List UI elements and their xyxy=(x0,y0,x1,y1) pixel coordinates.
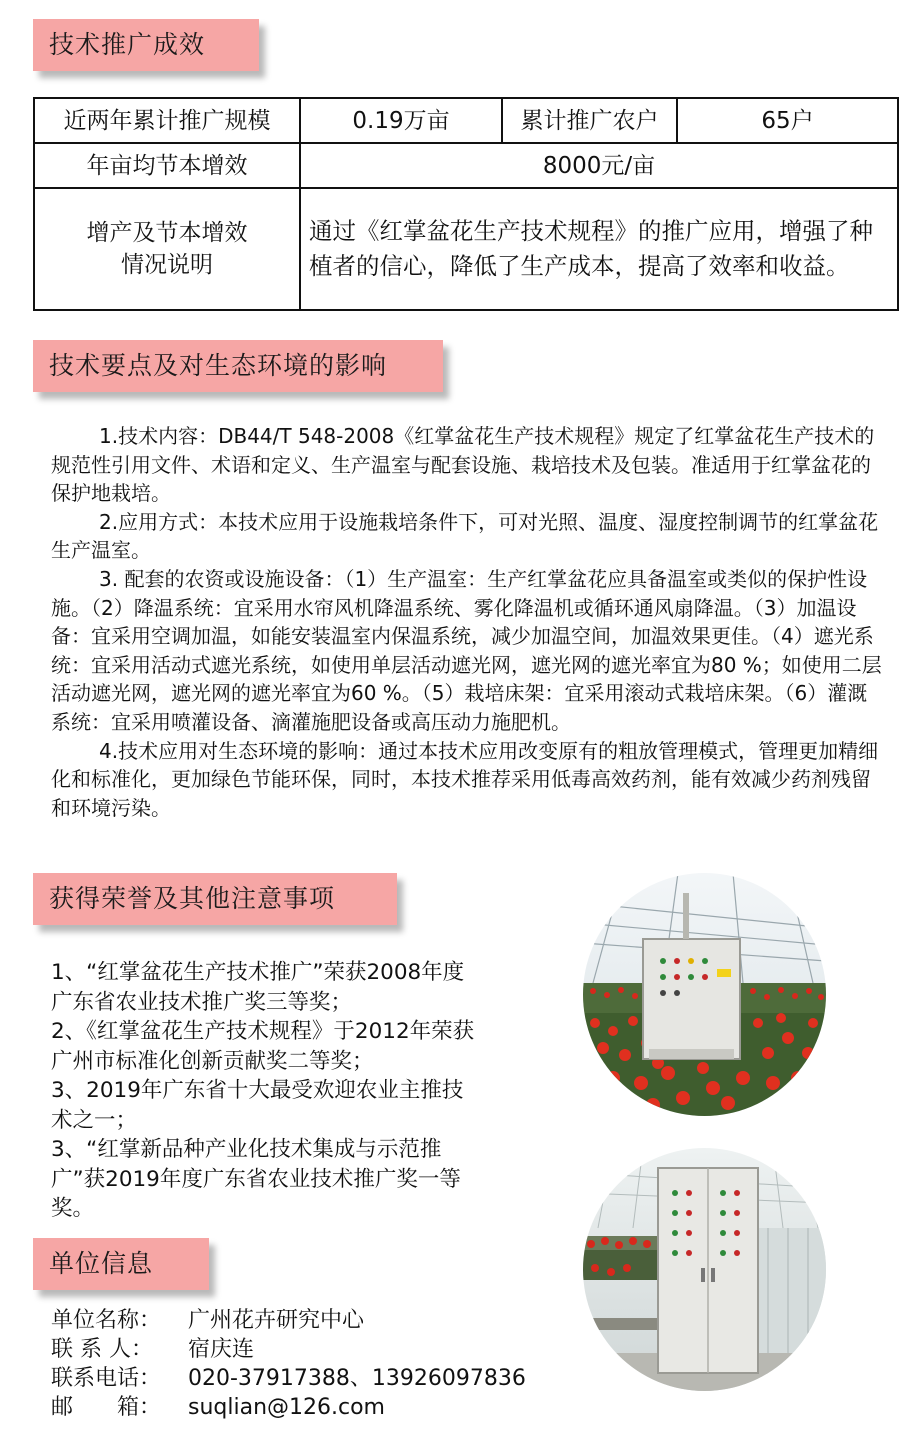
greenhouse-photo-icon xyxy=(583,873,826,1116)
honor-item: 3、“红掌新品种产业化技术集成与示范推广”获2019年度广东省农业技术推广奖一等奖。 xyxy=(51,1137,461,1221)
scale-value: 0.19万亩 xyxy=(300,98,502,143)
section-header-unit xyxy=(33,1238,209,1290)
key-point-3: 3. 配套的农资或设施设备：（1）生产温室：生产红掌盆花应具备温室或类似的保护性设施。（2）降温系统：宜采用水帘风机降温系统、雾化降温机或循环通风扇降温。（3）加温设备：宜采用空调加温，如能安装温室内保温系统，减少加温空间，加温效果更佳。（4）遮光系统：宜采用活动式遮光系统，如使用单层活动遮光网，遮光网的遮光率宜为80 %；如使用二层活动遮光网，遮光网的遮光率宜为60 %。（5）栽培床架：宜采用滚动式栽培床架。（6）灌溉系统：宜采用喷灌设备、滴灌施肥设备或高压动力施肥机。 xyxy=(51,566,882,734)
key-points-body xyxy=(51,422,886,822)
email-value: suqlian@126.com xyxy=(188,1395,385,1420)
desc-label-line2: 情况说明 xyxy=(121,252,213,278)
promotion-stats-table xyxy=(33,97,899,311)
unit-info xyxy=(51,1306,571,1422)
phone-label: 联系电话： xyxy=(51,1366,162,1391)
email-row xyxy=(51,1393,571,1422)
key-point-2: 2.应用方式：本技术应用于设施栽培条件下，可对光照、温度、湿度控制调节的红掌盆花生产温室。 xyxy=(51,509,879,563)
key-point-4: 4.技术应用对生态环境的影响：通过本技术应用改变原有的粗放管理模式，管理更加精细化和标准化，更加绿色节能环保，同时，本技术推荐采用低毒高效药剂，能有效减少药剂残留和环境污染。 xyxy=(51,738,879,820)
table-row xyxy=(34,143,898,188)
unit-name-row xyxy=(51,1306,571,1335)
section-header-key-points xyxy=(33,340,443,392)
desc-label-line1: 增产及节本增效 xyxy=(86,220,248,246)
email-label: 邮 箱： xyxy=(51,1395,162,1420)
greenhouse-cabinet-photo-2 xyxy=(583,1148,826,1391)
honor-item: 3、2019年广东省十大最受欢迎农业主推技术之一； xyxy=(51,1078,464,1133)
unit-name-value: 广州花卉研究中心 xyxy=(188,1308,365,1333)
desc-value: 通过《红掌盆花生产技术规程》的推广应用，增强了种植者的信心，降低了生产成本，提高了效率和收益。 xyxy=(300,188,898,310)
greenhouse-cabinet-photo-1 xyxy=(583,873,826,1116)
section-header-key-points-text: 技术要点及对生态环境的影响 xyxy=(49,351,388,380)
section-header-effect xyxy=(33,19,259,71)
benefit-value: 8000元/亩 xyxy=(300,143,898,188)
honor-item: 1、“红掌盆花生产技术推广”荣获2008年度广东省农业技术推广奖三等奖； xyxy=(51,960,465,1015)
table-row xyxy=(34,188,898,310)
key-point-1: 1.技术内容：DB44/T 548-2008《红掌盆花生产技术规程》规定了红掌盆花生产技术的规范性引用文件、术语和定义、生产温室与配套设施、栽培技术及包装。准适用于红掌盆花的保护地栽培。 xyxy=(51,424,875,506)
desc-label xyxy=(34,188,300,310)
scale-label: 近两年累计推广规模 xyxy=(34,98,300,143)
honors-list xyxy=(51,958,481,1224)
greenhouse-photo-icon xyxy=(583,1148,826,1391)
honor-item: 2、《红掌盆花生产技术规程》于2012年荣获广州市标准化创新贡献奖二等奖； xyxy=(51,1019,475,1074)
farmers-value: 65户 xyxy=(677,98,898,143)
contact-value: 宿庆连 xyxy=(188,1337,255,1362)
benefit-label: 年亩均节本增效 xyxy=(34,143,300,188)
phone-value: 020-37917388、13926097836 xyxy=(188,1366,526,1391)
unit-name-label: 单位名称： xyxy=(51,1308,162,1333)
phone-row xyxy=(51,1364,571,1393)
section-header-effect-text: 技术推广成效 xyxy=(49,30,206,59)
section-header-honors xyxy=(33,873,397,925)
table-row xyxy=(34,98,898,143)
farmers-label: 累计推广农户 xyxy=(502,98,677,143)
contact-label: 联 系 人： xyxy=(51,1337,153,1362)
section-header-unit-text: 单位信息 xyxy=(49,1249,154,1278)
contact-row xyxy=(51,1335,571,1364)
section-header-honors-text: 获得荣誉及其他注意事项 xyxy=(49,884,336,913)
